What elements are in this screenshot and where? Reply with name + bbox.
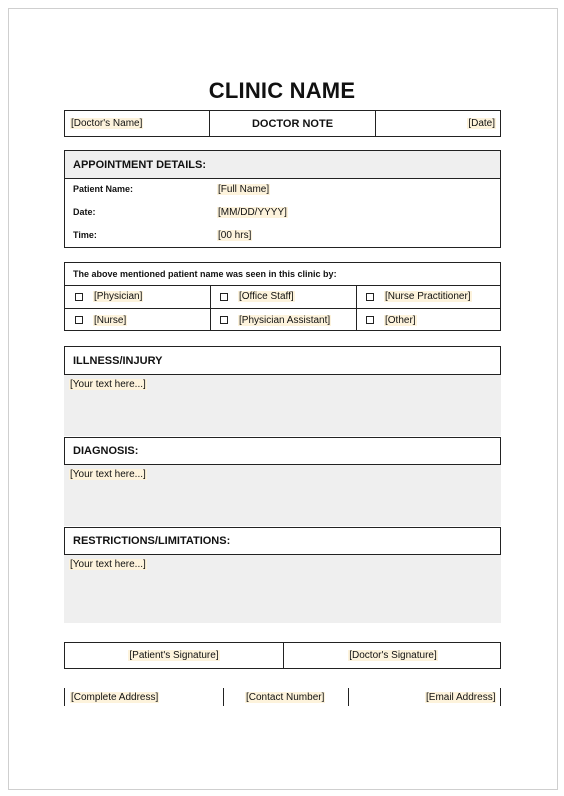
checkbox[interactable]: [75, 316, 83, 324]
checkbox[interactable]: [366, 293, 374, 301]
seen-by-box: [64, 262, 501, 331]
email-address-field[interactable]: [Email Address]: [426, 691, 496, 703]
option-physician-assistant[interactable]: [220, 309, 331, 331]
checkbox[interactable]: [220, 316, 228, 324]
option-physician[interactable]: [75, 285, 143, 308]
option-label: [Other]: [385, 314, 416, 326]
checkbox[interactable]: [220, 293, 228, 301]
doctor-signature-field[interactable]: [Doctor's Signature]: [349, 650, 437, 661]
address-field[interactable]: [Complete Address]: [71, 691, 159, 703]
signatures-row: [64, 642, 501, 669]
placeholder-text: [Your text here...]: [70, 559, 146, 570]
time-label: Time:: [73, 230, 97, 240]
contact-number-field[interactable]: [Contact Number]: [246, 691, 325, 703]
option-office-staff[interactable]: [220, 285, 295, 308]
seen-by-heading: The above mentioned patient name was seen in this clinic by:: [73, 269, 337, 279]
appointment-date-field[interactable]: [MM/DD/YYYY]: [218, 207, 287, 218]
option-label: [Physician Assistant]: [239, 314, 331, 326]
checkbox[interactable]: [75, 293, 83, 301]
diagnosis-textarea[interactable]: [64, 465, 501, 526]
option-nurse[interactable]: [75, 309, 127, 331]
placeholder-text: [Your text here...]: [70, 379, 146, 390]
doctor-name-field[interactable]: [Doctor's Name]: [71, 118, 143, 129]
doctor-note-label: DOCTOR NOTE: [251, 117, 334, 130]
patient-name-field[interactable]: [Full Name]: [218, 184, 270, 195]
diagnosis-heading: DIAGNOSIS:: [64, 437, 501, 465]
option-label: [Nurse Practitioner]: [385, 291, 471, 302]
option-nurse-practitioner[interactable]: [366, 285, 472, 308]
header-row: [64, 110, 501, 137]
illness-injury-heading: ILLNESS/INJURY: [64, 346, 501, 375]
patient-name-label: Patient Name:: [73, 184, 134, 194]
illness-injury-textarea[interactable]: [64, 375, 501, 436]
appointment-details-box: [64, 150, 501, 248]
date-field[interactable]: [Date]: [468, 118, 495, 129]
date-label: Date:: [73, 207, 96, 217]
appointment-heading: APPOINTMENT DETAILS:: [65, 151, 500, 178]
placeholder-text: [Your text here...]: [70, 469, 146, 480]
checkbox[interactable]: [366, 316, 374, 324]
option-label: [Nurse]: [94, 314, 127, 326]
time-field[interactable]: [00 hrs]: [218, 230, 252, 241]
option-label: [Office Staff]: [239, 291, 294, 302]
clinic-name-title: CLINIC NAME: [208, 78, 356, 103]
restrictions-heading: RESTRICTIONS/LIMITATIONS:: [64, 527, 501, 555]
restrictions-textarea[interactable]: [64, 555, 501, 623]
option-other[interactable]: [366, 309, 417, 331]
option-label: [Physician]: [94, 291, 143, 302]
footer: [64, 688, 501, 706]
patient-signature-field[interactable]: [Patient's Signature]: [129, 650, 219, 661]
